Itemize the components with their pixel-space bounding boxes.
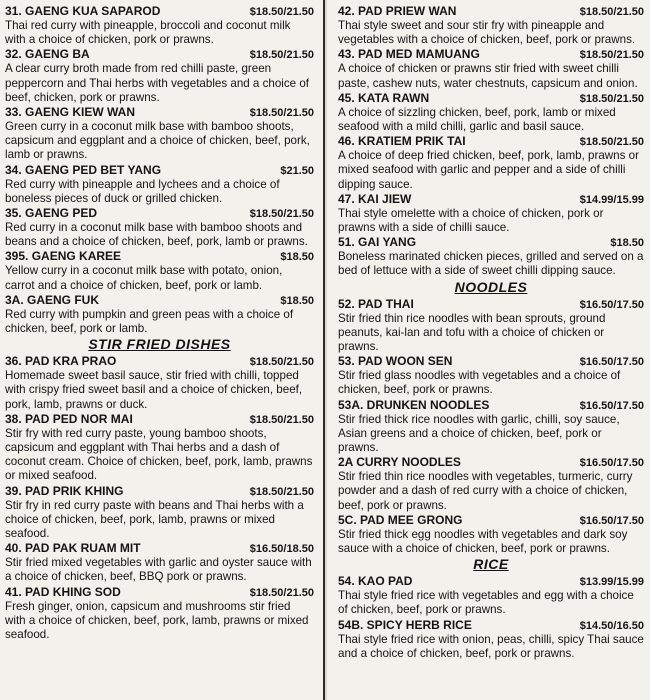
dish-name: 39. PAD PRIK KHING	[5, 483, 124, 498]
menu-item	[338, 354, 644, 397]
dish-price: $18.50/21.50	[249, 586, 314, 599]
dish-price: $13.99/15.99	[579, 576, 644, 589]
section-title: RICE	[473, 556, 509, 573]
dish-price: $16.50/17.50	[579, 514, 644, 527]
dish-description: Thai style fried rice with onion, peas, chilli, spicy Thai sauce and a choice of chicken, beef, pork or prawns.	[338, 632, 644, 660]
menu-item	[5, 412, 314, 484]
dish-price: $18.50/21.50	[249, 413, 314, 426]
dish-price: $16.50/17.50	[579, 356, 644, 369]
dish-price: $16.50/17.50	[579, 399, 644, 412]
dish-name: 54. KAO PAD	[338, 574, 413, 589]
menu-item	[5, 105, 314, 163]
dish-price: $18.50/21.50	[579, 92, 644, 105]
menu-item-header	[5, 354, 314, 369]
dish-description: Green curry in a coconut milk base with bamboo shoots, capsicum and eggplant and a choice of chicken, beef, pork, lamb or prawns.	[5, 120, 310, 162]
dish-name: 395. GAENG KAREE	[5, 249, 122, 264]
dish-price: $18.50	[280, 251, 314, 264]
menu-item-header	[5, 541, 314, 556]
section-title: STIR FRIED DISHES	[88, 336, 231, 353]
dish-description: Stir fried thin rice noodles with vegetables, turmeric, curry powder and a dash of red curry with a choice of chicken, beef, pork or prawns.	[338, 470, 633, 512]
menu-column-left	[0, 0, 320, 700]
menu-item-header	[338, 618, 644, 633]
menu-item-header	[338, 134, 644, 149]
dish-description: Red curry with pineapple and lychees and a choice of boneless pieces of duck or grilled chicken.	[5, 177, 280, 205]
dish-name: 32. GAENG BA	[5, 47, 90, 62]
dish-name: 35. GAENG PED	[5, 206, 98, 221]
dish-name: 40. PAD PAK RUAM MIT	[5, 541, 141, 556]
dish-name: 5C. PAD MEE GRONG	[338, 512, 463, 527]
dish-name: 33. GAENG KIEW WAN	[5, 105, 136, 120]
dish-name: 54B. SPICY HERB RICE	[338, 617, 472, 632]
menu-item-header	[338, 91, 644, 106]
dish-name: 51. GAI YANG	[338, 235, 417, 250]
dish-description: Homemade sweet basil sauce, stir fried with chilli, topped with crispy fried sweet basil and a choice of chicken, beef, pork, lamb, prawns or duck.	[5, 369, 303, 411]
dish-name: 47. KAI JIEW	[338, 191, 412, 206]
menu-item	[5, 4, 314, 47]
menu-column-right	[330, 0, 650, 700]
dish-description: A clear curry broth made from red chilli paste, green peppercorn and Thai herbs with vegetables and a choice of beef, chicken, pork or prawns.	[5, 62, 310, 104]
dish-description: Stir fried glass noodles with vegetables and a choice of chicken, beef, pork or prawns.	[338, 369, 621, 397]
dish-name: 42. PAD PRIEW WAN	[338, 4, 457, 18]
menu-item-header	[338, 192, 644, 207]
menu-item	[338, 47, 644, 90]
dish-description: A choice of chicken or prawns stir fried with sweet chilli paste, cashew nuts, water chestnuts, capsicum and onion.	[338, 62, 638, 90]
dish-description: Thai red curry with pineapple, broccoli and coconut milk with a choice of chicken, pork or prawns.	[5, 19, 291, 47]
dish-description: Stir fried thin rice noodles with bean sprouts, ground peanuts, kai-lan and tofu with a choice of chicken or prawns.	[338, 311, 606, 354]
menu-item	[338, 235, 644, 278]
dish-description: Stir fried thick rice noodles with garlic, chilli, soy sauce, Asian greens and a choice of chicken, beef, pork or prawns.	[338, 412, 620, 455]
dish-description: Thai style omelette with a choice of chicken, pork or prawns with a side of chilli sauce.	[338, 206, 604, 235]
menu-item	[338, 398, 644, 456]
menu-item-header	[338, 235, 644, 250]
menu-item-header	[5, 105, 314, 120]
menu-item	[338, 192, 644, 235]
section-title: NOODLES	[454, 278, 528, 295]
dish-name: 46. KRATIEM PRIK TAI	[338, 134, 466, 149]
menu-item	[338, 134, 644, 192]
menu-item-header	[5, 4, 314, 19]
menu-item-header	[5, 484, 314, 499]
dish-price: $16.50/17.50	[579, 457, 644, 470]
menu-item-header	[338, 297, 644, 312]
dish-description: Red curry in a coconut milk base with bamboo shoots and beans and a choice of chicken, beef, pork, lamb or prawns.	[5, 221, 308, 249]
menu-item-header	[5, 293, 314, 308]
menu-item	[5, 249, 314, 292]
dish-description: Fresh ginger, onion, capsicum and mushrooms stir fried with a choice of chicken, beef, pork, lamb, prawns or mixed seafood.	[5, 599, 309, 642]
dish-name: 2A CURRY NOODLES	[338, 455, 461, 470]
menu-item-header	[338, 398, 644, 413]
menu-item	[5, 293, 314, 336]
dish-description: Thai style fried rice with vegetables and egg with a choice of chicken, beef, pork or prawns.	[338, 589, 634, 617]
dish-name: 43. PAD MED MAMUANG	[338, 47, 480, 62]
dish-name: 38. PAD PED NOR MAI	[5, 411, 133, 426]
dish-description: Boneless marinated chicken pieces, grilled and served on a bed of lettuce with a side of sweet chilli dipping sauce.	[338, 250, 644, 278]
dish-price: $18.50/21.50	[249, 49, 314, 62]
dish-name: 53. PAD WOON SEN	[338, 354, 453, 369]
dish-price: $16.50/18.50	[249, 543, 314, 556]
dish-name: 3A. GAENG FUK	[5, 292, 100, 307]
dish-description: Stir fry in red curry paste with beans and Thai herbs with a choice of chicken, beef, pork, lamb, prawns or mixed seafood.	[5, 498, 304, 541]
menu-item	[5, 354, 314, 412]
menu-item-header	[338, 513, 644, 528]
menu-item-header	[5, 585, 314, 600]
dish-price: $18.50	[610, 237, 644, 250]
menu-item	[5, 47, 314, 105]
dish-price: $16.50/17.50	[579, 298, 644, 311]
menu-item	[338, 91, 644, 134]
menu-item	[338, 455, 644, 513]
dish-description: A choice of deep fried chicken, beef, pork, lamb, prawns or mixed seafood with garlic and pepper and a side of chilli dipping sauce.	[338, 149, 639, 191]
dish-description: Stir fried mixed vegetables with garlic and oyster sauce with a choice of chicken, beef, BBQ pork or prawns.	[5, 556, 312, 584]
dish-price: $14.50/16.50	[579, 619, 644, 632]
dish-price: $18.50/21.50	[249, 208, 314, 221]
dish-name: 34. GAENG PED BET YANG	[5, 162, 162, 177]
dish-description: Thai style sweet and sour stir fry with pineapple and vegetables with a choice of chicken, beef, pork or prawns.	[338, 19, 636, 47]
dish-name: 36. PAD KRA PRAO	[5, 354, 117, 369]
menu-item-header	[5, 47, 314, 62]
dish-price: $18.50/21.50	[579, 49, 644, 62]
dish-description: Red curry with pumpkin and green peas with a choice of chicken, beef, pork or lamb.	[5, 307, 294, 336]
dish-price: $14.99/15.99	[579, 193, 644, 206]
menu-item-header	[5, 412, 314, 427]
dish-name: 45. KATA RAWN	[338, 90, 430, 105]
menu-item	[5, 541, 314, 584]
menu-item-header	[338, 4, 644, 19]
dish-name: 41. PAD KHING SOD	[5, 584, 121, 599]
dish-price: $18.50/21.50	[249, 485, 314, 498]
menu-item-header	[338, 354, 644, 369]
menu-item-header	[5, 163, 314, 178]
dish-description: Stir fry with red curry paste, young bamboo shoots, capsicum and eggplant with Thai herbs and a dash of coconut cream. Choice of chicken, beef, pork, lamb, prawns or mixed seafood.	[5, 426, 313, 483]
menu-item	[338, 618, 644, 661]
menu-item	[338, 513, 644, 556]
menu-item	[5, 206, 314, 249]
dish-price: $18.50	[280, 294, 314, 307]
dish-price: $18.50/21.50	[579, 136, 644, 149]
menu-item-header	[338, 47, 644, 62]
menu-item	[5, 585, 314, 643]
dish-description: Yellow curry in a coconut milk base with potato, onion, carrot and a choice of chicken, beef, pork or lamb.	[5, 264, 283, 292]
dish-description: A choice of sizzling chicken, beef, pork, lamb or mixed seafood with a mild chilli, garlic and basil sauce.	[338, 105, 616, 134]
column-divider	[320, 0, 330, 700]
menu-item	[338, 4, 644, 47]
dish-price: $18.50/21.50	[249, 356, 314, 369]
dish-price: $18.50/21.50	[249, 6, 314, 18]
menu-item	[5, 484, 314, 542]
menu-item-header	[5, 249, 314, 264]
menu-item-header	[338, 574, 644, 589]
menu-item-header	[5, 206, 314, 221]
dish-description: Stir fried thick egg noodles with vegetables and dark soy sauce with a choice of chicken, beef, pork or prawns.	[338, 527, 628, 556]
menu-item	[338, 297, 644, 355]
dish-name: 31. GAENG KUA SAPAROD	[5, 4, 161, 18]
dish-price: $18.50/21.50	[249, 107, 314, 120]
menu-item	[338, 574, 644, 617]
dish-price: $21.50	[280, 164, 314, 177]
menu-item-header	[338, 455, 644, 470]
dish-name: 52. PAD THAI	[338, 296, 414, 311]
dish-name: 53A. DRUNKEN NOODLES	[338, 397, 490, 412]
dish-price: $18.50/21.50	[579, 6, 644, 18]
menu-item	[5, 163, 314, 206]
